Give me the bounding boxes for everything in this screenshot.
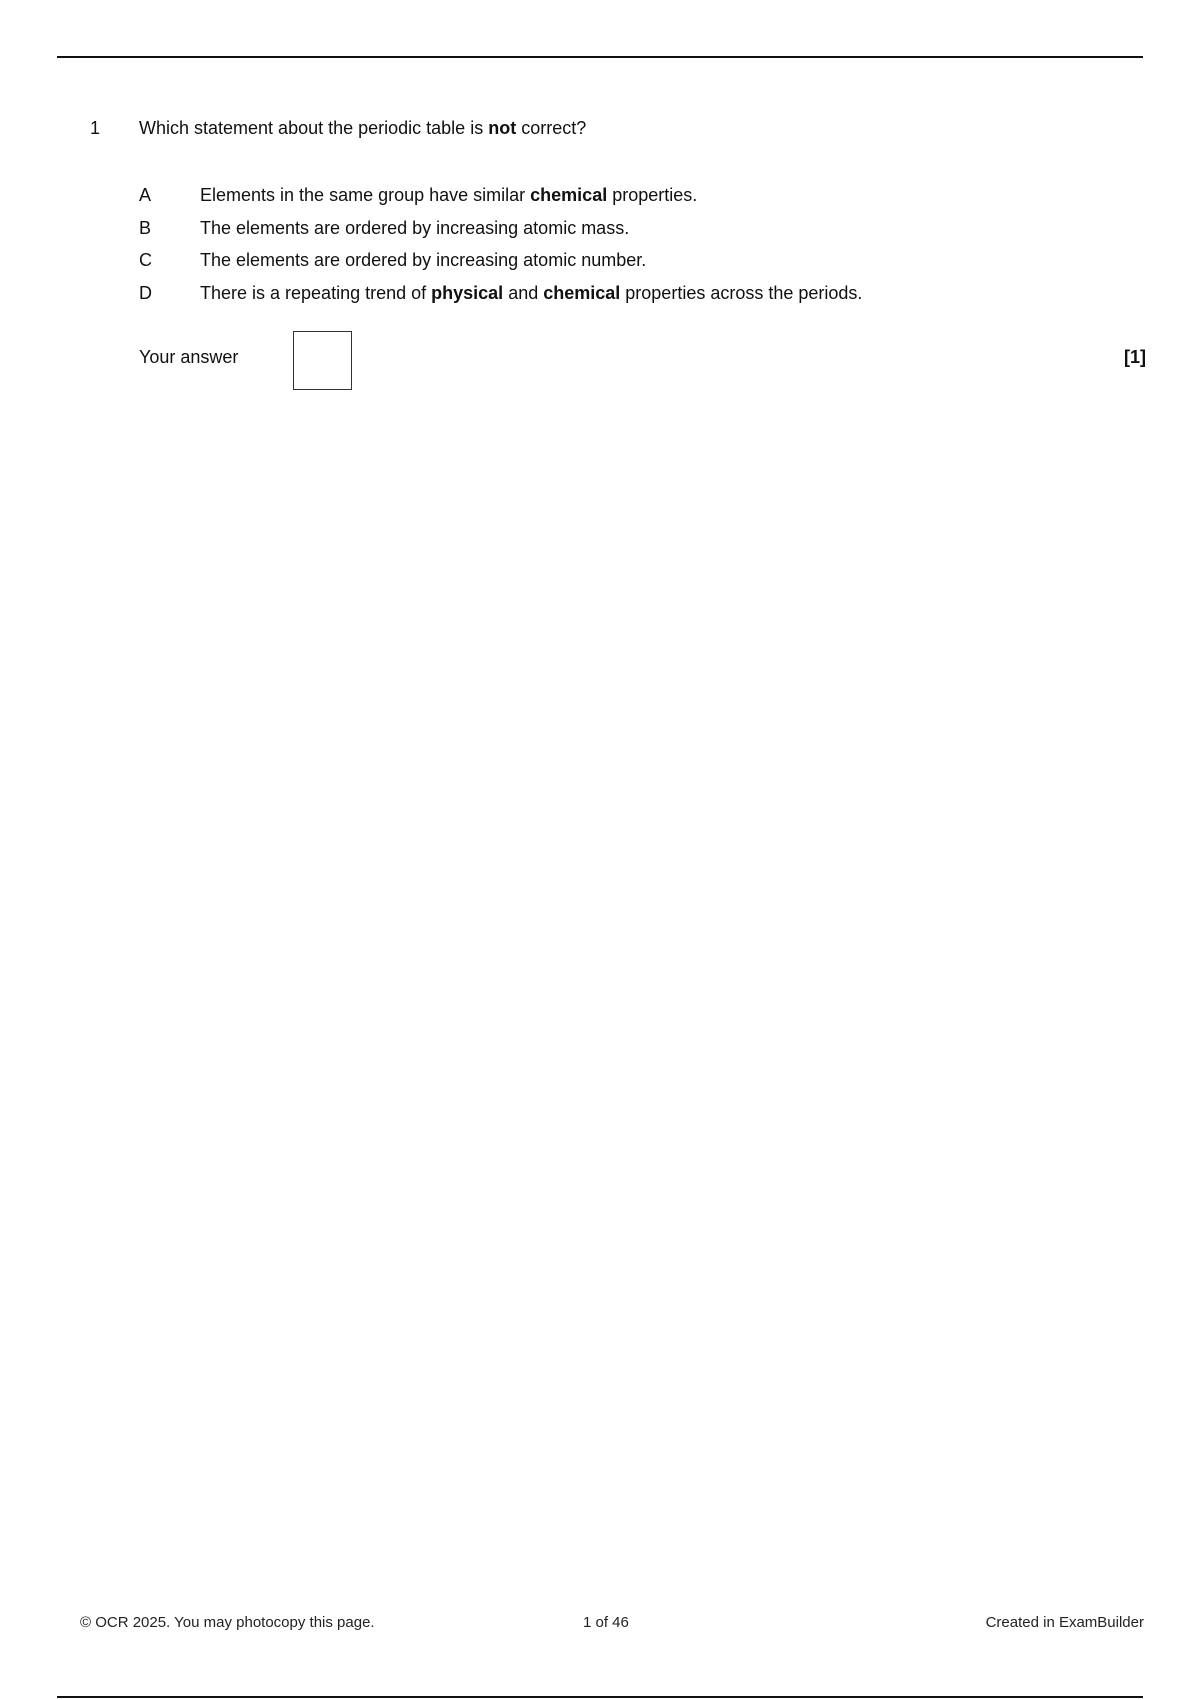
option-text (200, 183, 697, 207)
question-emphasis: not (488, 118, 517, 138)
option-letter: B (139, 217, 152, 238)
marks-label: [1] (1124, 347, 1146, 367)
question-number: 1 (90, 118, 101, 138)
option-text-part: The elements are ordered by increasing atomic number. (200, 250, 647, 270)
question-text-end: correct? (516, 118, 587, 138)
option-text-part: properties across the periods. (620, 282, 863, 303)
option-text-part: properties. (607, 185, 698, 205)
question-text (139, 118, 586, 139)
answer-box[interactable] (293, 331, 352, 390)
footer-rule (57, 1696, 1143, 1698)
option-letter: D (139, 282, 152, 303)
question-text-start: Which statement about the periodic table is (139, 118, 489, 138)
option-text-part-bold: chemical (530, 185, 608, 205)
option-text (200, 216, 629, 240)
option-text-part: and (503, 282, 544, 303)
option-text-part-bold: physical (431, 282, 504, 303)
footer-page-number: 1 of 46 (583, 1614, 629, 1631)
option-letter: A (139, 185, 152, 205)
option-letter: C (139, 250, 152, 270)
option-text-part: Elements in the same group have similar (200, 185, 531, 205)
footer-created-in: Created in ExamBuilder (985, 1614, 1144, 1631)
footer-copyright: © OCR 2025. You may photocopy this page. (80, 1614, 375, 1631)
option-text-part: There is a repeating trend of (200, 282, 432, 303)
answer-label: Your answer (139, 347, 239, 367)
option-text-part: The elements are ordered by increasing atomic mass. (200, 217, 630, 238)
option-text (200, 248, 646, 272)
header-rule (57, 56, 1143, 58)
option-text-part-bold: chemical (543, 282, 621, 303)
option-text (200, 281, 862, 305)
